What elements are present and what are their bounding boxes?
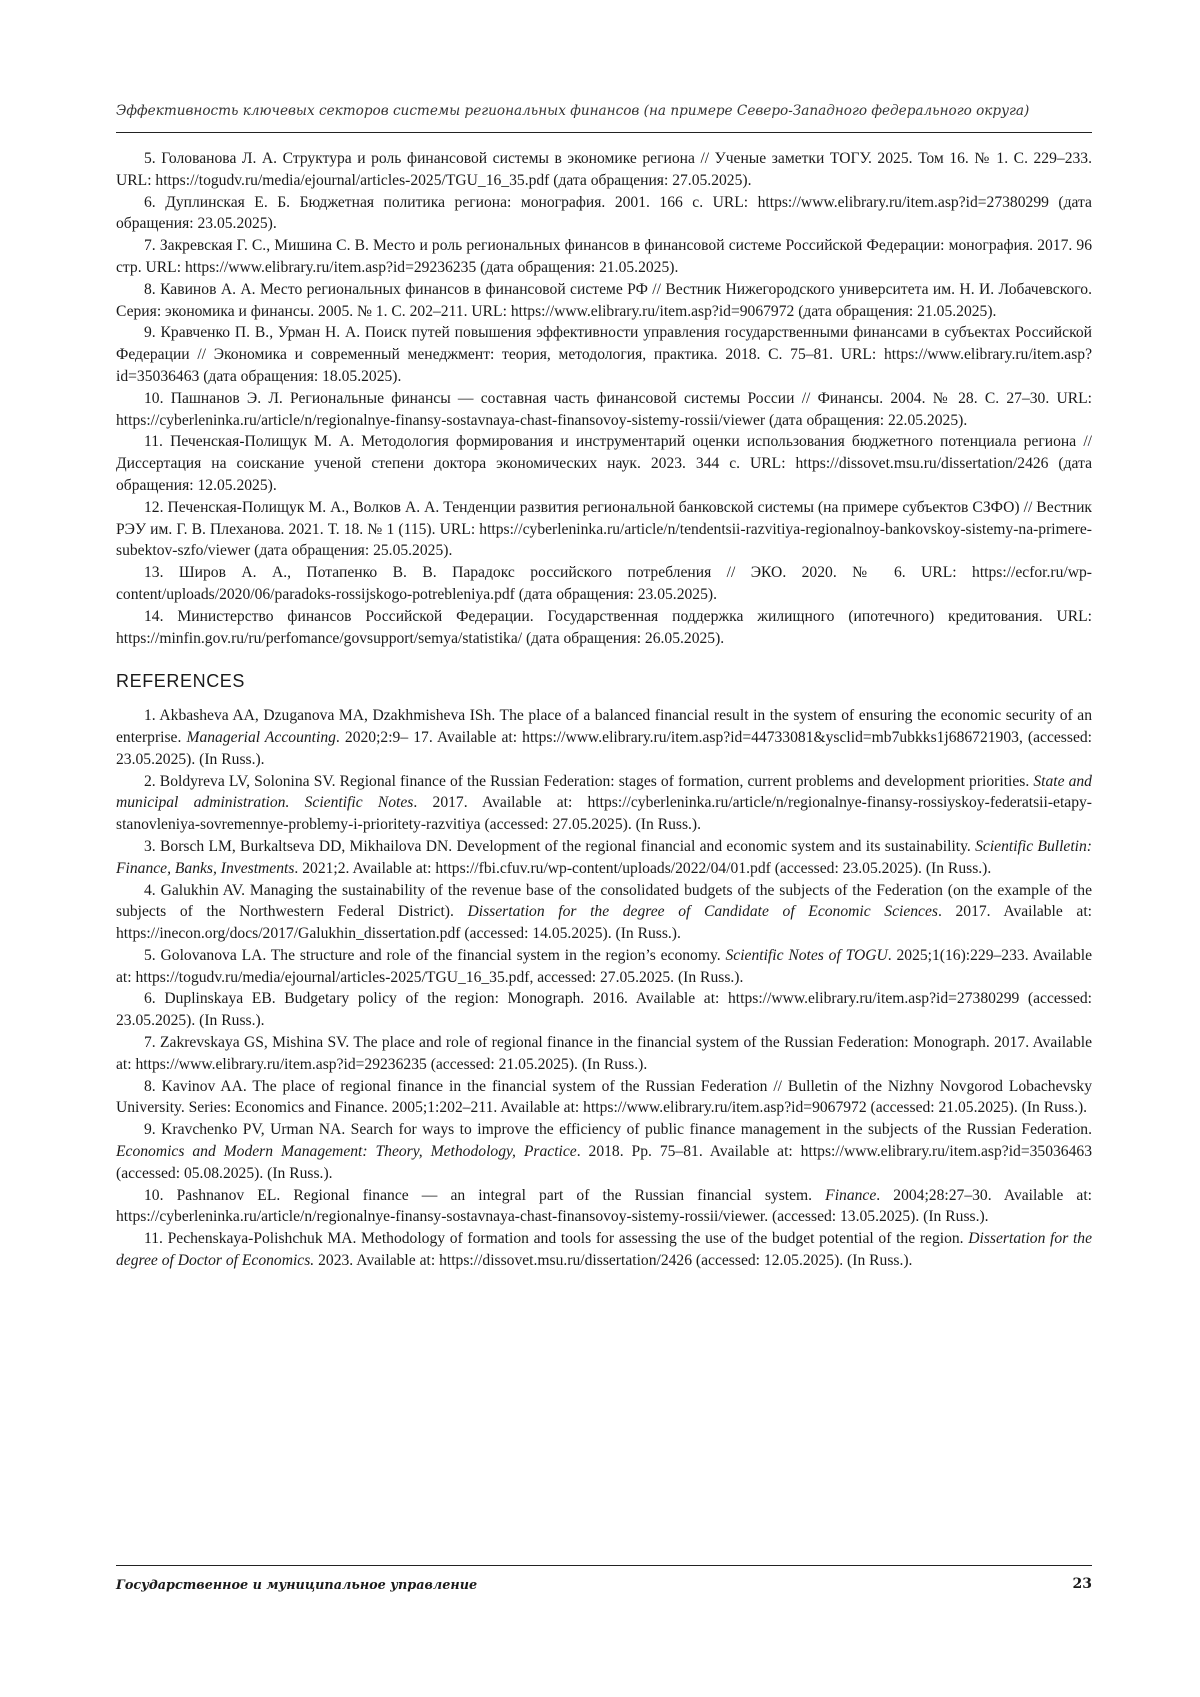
reference-text: Печенская-Полищук М. А., Волков А. А. Тенденции развития региональной банковской системы (на примере субъектов СЗФО) // Вестник РЭУ им. Г. В. Плеханова. 2021. Т. 18. № 1 (115). URL: https://cyberleninka.ru/article/n/tendentsii-razvitiya-regionalnoy-bankovskoy-sistemy-na-primere-subektov-szfo/viewer (дата обращения: 25.05.2025). <box>116 498 1093 560</box>
reference-source-title: Scientific Notes of TOGU <box>725 946 888 964</box>
footer-rule <box>116 1565 1092 1566</box>
reference-number: 9. <box>144 324 156 342</box>
reference-details: . 2017. Available at: https://inecon.org/docs/2017/Galukhin_dissertation.pdf (accessed: 14.05.2025). (In Russ.). <box>116 903 1093 943</box>
reference-details: . 2018. Pp. 75–81. Available at: https://www.elibrary.ru/item.asp?id=35036463 (accessed: 05.08.2025). (In Russ.). <box>116 1143 1092 1182</box>
reference-number: 4. <box>144 881 156 899</box>
reference-text: Kravchenko PV, Urman NA. Search for ways to improve the efficiency of public finance management in the subjects of the Russian Federation. <box>161 1121 1093 1139</box>
reference-number: 7. <box>144 1034 156 1052</box>
reference-number: 7. <box>144 237 156 255</box>
reference-item <box>116 148 1092 192</box>
reference-item <box>116 322 1092 387</box>
running-title: Эффективность ключевых секторов системы региональных финансов (на примере Северо-Западного федерального округа) <box>116 103 1030 119</box>
reference-item <box>116 1076 1092 1120</box>
reference-item <box>116 988 1092 1032</box>
reference-item <box>116 1228 1092 1272</box>
reference-text: Голованова Л. А. Структура и роль финансовой системы в экономике региона // Ученые заметки ТОГУ. 2025. Том 16. № 1. С. 229–233. URL: https://togudv.ru/media/ejournal/articles-2025/TGU_16_35.pdf (дата обращения: 27.05.2025). <box>116 150 1092 189</box>
reference-text: Кравченко П. В., Урман Н. А. Поиск путей повышения эффективности управления государственными финансами в субъектах Российской Федерации // Экономика и современный менеджмент: теория, методология, практика. 2018. С. 75–81. URL: https://www.elibrary.ru/item.asp?id=35036463 (дата обращения: 18.05.2025). <box>116 324 1093 385</box>
reference-number: 12. <box>144 498 164 516</box>
reference-text: Boldyreva LV, Solonina SV. Regional finance of the Russian Federation: stages of formation, current problems and development priorities. <box>159 772 1034 790</box>
reference-text: Zakrevskaya GS, Mishina SV. The place and role of regional finance in the financial system of the Russian Federation: Monograph. 2017. Available at: https://www.elibrary.ru/item.asp?id=29236235 (accessed: 21.05.2025). (In Russ.). <box>116 1034 1092 1073</box>
reference-number: 2. <box>144 772 156 790</box>
reference-number: 6. <box>144 193 156 211</box>
reference-details: . 2004;28:27–30. Available at: https://cyberleninka.ru/article/n/regionalnye-finansy-sostavnaya-chast-finansovoy-sistemy-rossii/viewer. (accessed: 13.05.2025). (In Russ.). <box>116 1186 1093 1226</box>
reference-item <box>116 279 1092 323</box>
reference-source-title: Finance <box>825 1186 877 1204</box>
reference-item <box>116 388 1092 432</box>
reference-number: 13. <box>144 564 164 582</box>
reference-number: 3. <box>144 837 156 855</box>
reference-details: 2023. Available at: https://dissovet.msu.ru/dissertation/2426 (accessed: 12.05.2025). (In Russ.). <box>314 1252 913 1270</box>
reference-text: Министерство финансов Российской Федерации. Государственная поддержка жилищного (ипотечного) кредитования. URL: https://minfin.gov.ru/ru/perfomance/govsupport/semya/statistika/ (дата обращения: 26.05.2025). <box>116 607 1093 647</box>
reference-text: Пашнанов Э. Л. Региональные финансы — составная часть финансовой системы России // Финансы. 2004. № 28. С. 27–30. URL: https://cyberleninka.ru/article/n/regionalnye-finansy-sostavnaya-chast-finansovoy-sistemy-rossii/viewer (дата обращения: 22.05.2025). <box>116 389 1092 429</box>
reference-details: . 2025;1(16):229–233. Available at: https://togudv.ru/media/ejournal/articles-2025/TGU_16_35.pdf, accessed: 27.05.2025. (In Russ.). <box>116 946 1093 986</box>
reference-lists <box>116 148 1092 1272</box>
reference-details: . 2020;2:9– 17. Available at: https://www.elibrary.ru/item.asp?id=44733081&ysclid=mb7ubkks1j686721903, (accessed: 23.05.2025). (In Russ.). <box>116 728 1092 768</box>
reference-number: 6. <box>144 990 156 1008</box>
reference-text: Duplinskaya EB. Budgetary policy of the region: Monograph. 2016. Available at: https://www.elibrary.ru/item.asp?id=27380299 (accessed: 23.05.2025). (In Russ.). <box>116 990 1093 1030</box>
footer-journal-title: Государственное и муниципальное управление <box>116 1578 478 1593</box>
reference-number: 10. <box>144 1186 164 1204</box>
references-heading: REFERENCES <box>116 671 246 692</box>
reference-number: 5. <box>144 946 156 964</box>
reference-number: 5. <box>144 150 156 167</box>
reference-text: Закревская Г. С., Мишина С. В. Место и роль региональных финансов в финансовой системе Российской Федерации: монография. 2017. 96 стр. URL: https://www.elibrary.ru/item.asp?id=29236235 (дата обращения: 21.05.2025). <box>116 237 1092 276</box>
literature-list-ru <box>116 148 1092 649</box>
reference-text: Borsch LM, Burkaltseva DD, Mikhailova DN. Development of the regional financial and economic system and its sustainability. <box>160 837 976 855</box>
reference-text: Широв А. А., Потапенко В. В. Парадокс российского потребления // ЭКО. 2020. № 6. URL: https://ecfor.ru/wp-content/uploads/2020/06/paradoks-rossijskogo-potrebleniya.pdf (дата обращения: 23.05.2025). <box>116 564 1092 603</box>
reference-item <box>116 880 1092 945</box>
reference-item <box>116 1119 1092 1184</box>
reference-source-title: Managerial Accounting <box>186 728 336 746</box>
reference-item <box>116 836 1092 880</box>
reference-item <box>116 192 1092 236</box>
reference-item <box>116 1185 1092 1229</box>
reference-number: 10. <box>144 389 164 407</box>
reference-item <box>116 497 1092 562</box>
reference-text: Pashnanov EL. Regional finance — an integral part of the Russian financial system. <box>176 1186 826 1204</box>
reference-item <box>116 431 1092 496</box>
reference-source-title: Economics and Modern Management: Theory, Methodology, Practice <box>116 1143 577 1161</box>
reference-number: 9. <box>144 1121 156 1139</box>
reference-text: Galukhin AV. Managing the sustainability of the revenue base of the consolidated budgets of the subjects of the Federation (on the example of the subjects of the Northwestern Federal District). <box>116 881 1092 921</box>
reference-item <box>116 562 1092 606</box>
reference-number: 8. <box>144 280 156 298</box>
references-list-en <box>116 705 1092 1272</box>
reference-number: 11. <box>144 433 163 451</box>
reference-source-title: State and municipal administration. Scientific Notes <box>116 772 1092 812</box>
reference-item <box>116 235 1092 279</box>
reference-number: 14. <box>144 607 164 625</box>
reference-text: Golovanova LA. The structure and role of the financial system in the region’s economy. <box>160 946 726 964</box>
reference-source-title: Scientific Bulletin: Finance, Banks, Investments <box>116 837 1092 877</box>
reference-details: . 2017. Available at: https://cyberleninka.ru/article/n/regionalnye-finansy-rossiyskoy-federatsii-etapy-stanovleniya-sovremennye-problemy-i-prioritety-razvitiya (accessed: 27.05.2025). (In Russ.). <box>116 794 1092 834</box>
reference-source-title: Dissertation for the degree of Doctor of Economics. <box>116 1230 1092 1270</box>
reference-text: Kavinov AA. The place of regional finance in the financial system of the Russian Federation // Bulletin of the Nizhny Novgorod Lobachevsky University. Series: Economics and Finance. 2005;1:202–211. Available at: https://www.elibrary.ru/item.asp?id=9067972 (accessed: 21.05.2025). (In Russ.). <box>116 1077 1092 1117</box>
reference-number: 8. <box>144 1077 156 1095</box>
reference-number: 1. <box>144 707 156 725</box>
reference-text: Печенская-Полищук М. А. Методология формирования и инструментарий оценки использования бюджетного потенциала региона // Диссертация на соискание ученой степени доктора экономических наук. 2023. 344 с. URL: https://dissovet.msu.ru/dissertation/2426 (дата обращения: 12.05.2025). <box>116 433 1092 494</box>
reference-source-title: Dissertation for the degree of Candidate of Economic Sciences <box>467 903 938 921</box>
reference-number: 11. <box>144 1230 163 1248</box>
reference-text: Кавинов А. А. Место региональных финансов в финансовой системе РФ // Вестник Нижегородского университета им. Н. И. Лобачевского. Серия: экономика и финансы. 2005. № 1. С. 202–211. URL: https://www.elibrary.ru/item.asp?id=9067972 (дата обращения: 21.05.2025). <box>116 280 1092 320</box>
reference-text: Дуплинская Е. Б. Бюджетная политика региона: монография. 2001. 166 с. URL: https://www.elibrary.ru/item.asp?id=27380299 (дата обращения: 23.05.2025). <box>116 193 1092 233</box>
reference-item <box>116 705 1092 770</box>
reference-item <box>116 606 1092 650</box>
reference-text: Pechenskaya-Polishchuk MA. Methodology of formation and tools for assessing the use of the budget potential of the region. <box>167 1230 969 1248</box>
reference-text: Akbasheva AA, Dzuganova MA, Dzakhmisheva ISh. The place of a balanced financial result in the system of ensuring the economic security of an enterprise. <box>116 707 1092 746</box>
reference-item <box>116 771 1092 836</box>
header-rule <box>116 132 1092 133</box>
page-number: 23 <box>1072 1576 1092 1592</box>
reference-item <box>116 945 1092 989</box>
reference-details: . 2021;2. Available at: https://fbi.cfuv.ru/wp-content/uploads/2022/04/01.pdf (accessed: 23.05.2025). (In Russ.). <box>294 859 992 877</box>
reference-item <box>116 1032 1092 1076</box>
